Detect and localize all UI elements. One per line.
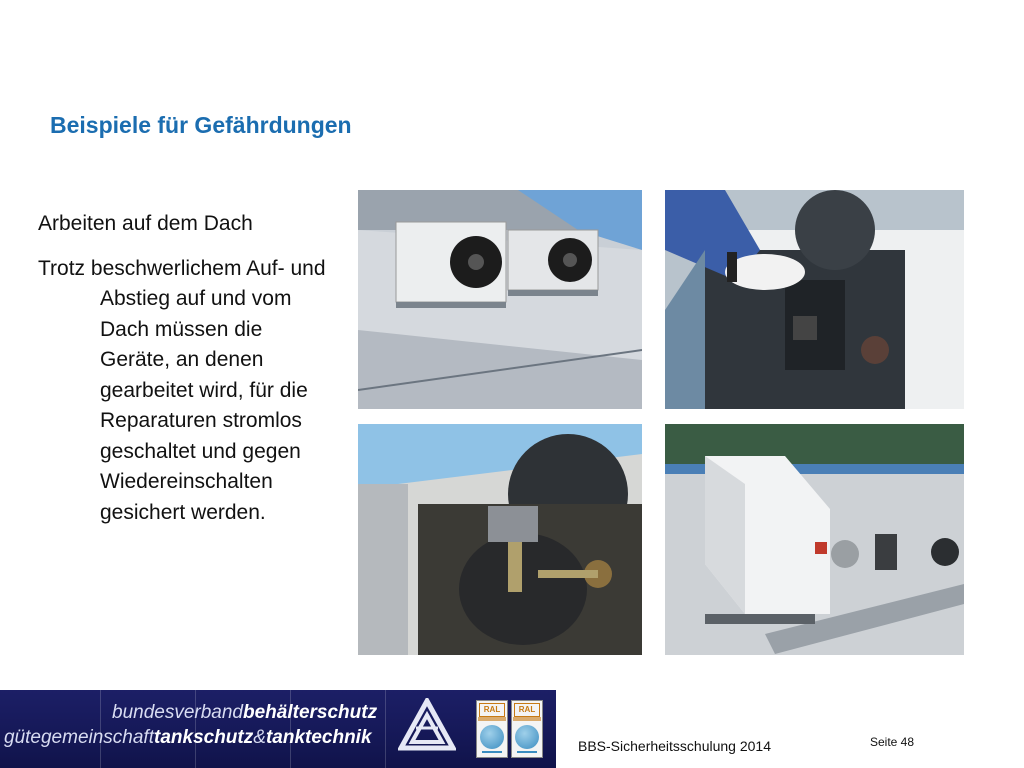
slide-title: Beispiele für Gefährdungen	[50, 112, 352, 138]
ral-badge-icon	[511, 700, 543, 758]
banner-org-name	[112, 702, 377, 724]
open-unit-hand-photo	[665, 190, 964, 409]
rooftop-condenser-units-photo	[358, 190, 642, 409]
banner-guild-bold-2: tanktechnik	[265, 727, 372, 748]
banner-org-bold: behälterschutz	[243, 702, 378, 723]
page-number: Seite 48	[870, 735, 915, 749]
footer-course-name: BBS-Sicherheitsschulung 2014	[578, 738, 772, 754]
footer-banner	[0, 690, 556, 768]
ral-label: RAL	[514, 703, 540, 717]
banner-divider	[385, 690, 386, 768]
banner-guild-name	[4, 727, 372, 749]
triangle-logo-icon	[398, 698, 456, 754]
compressor-closeup-photo	[358, 424, 642, 655]
body-text	[38, 209, 338, 528]
banner-guild-light: gütegemeinschaft	[4, 727, 154, 748]
paragraph-roof-work: Arbeiten auf dem Dach	[38, 212, 253, 235]
roof-condenser-side-photo	[665, 424, 964, 655]
ral-badge-icon	[476, 700, 508, 758]
paragraph-safety-note: Trotz beschwerlichem Auf- und Abstieg auf und vom Dach müssen die Geräte, an denen gearbeitet wird, für die Reparaturen stromlos geschaltet und gegen Wiedereinschalten gesichert werden.	[38, 256, 326, 524]
banner-guild-amp: &	[253, 727, 266, 748]
banner-org-light: bundesverband	[112, 702, 243, 723]
banner-guild-bold-1: tankschutz	[154, 727, 254, 748]
ral-label: RAL	[479, 703, 505, 717]
